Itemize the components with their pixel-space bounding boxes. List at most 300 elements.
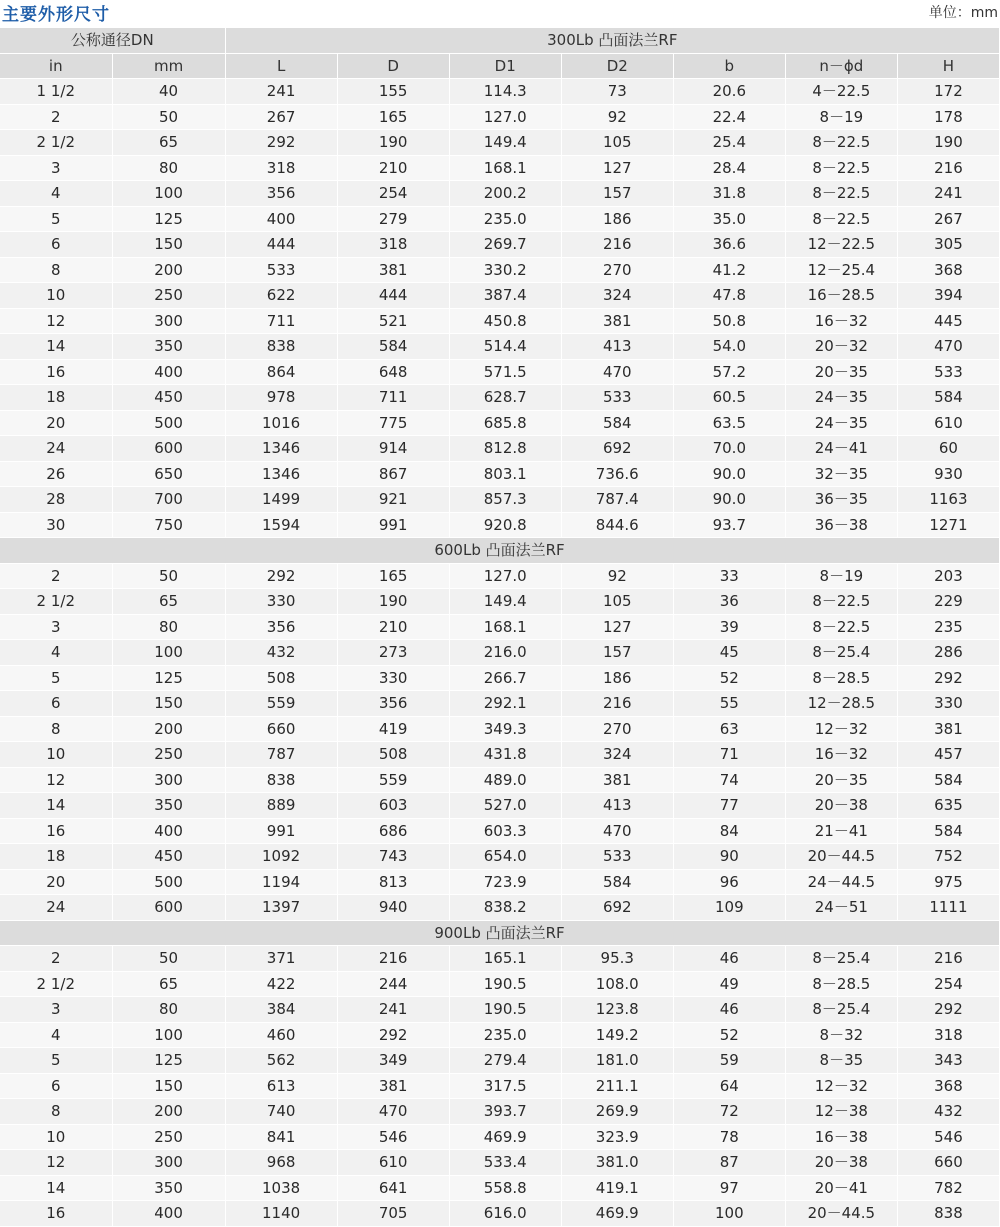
table-cell: 1016 — [225, 410, 337, 436]
table-cell: 21－41 — [785, 818, 897, 844]
table-cell: 90.0 — [673, 487, 785, 513]
table-cell: 356 — [225, 614, 337, 640]
table-cell: 323.9 — [561, 1124, 673, 1150]
table-cell: 2 — [0, 104, 112, 130]
table-cell: 267 — [897, 206, 999, 232]
table-cell: 127 — [561, 155, 673, 181]
table-cell: 24－44.5 — [785, 869, 897, 895]
table-row — [0, 1175, 1000, 1201]
table-cell: 216 — [337, 946, 449, 972]
table-cell: 450.8 — [449, 308, 561, 334]
table-cell: 803.1 — [449, 461, 561, 487]
table-cell: 318 — [337, 232, 449, 258]
table-cell: 920.8 — [449, 512, 561, 538]
section-title: 300Lb 凸面法兰RF — [225, 28, 999, 53]
table-cell: 508 — [225, 665, 337, 691]
table-cell: 65 — [112, 130, 225, 156]
table-cell: 28 — [0, 487, 112, 513]
table-cell: 24－35 — [785, 410, 897, 436]
table-cell: 1 1/2 — [0, 79, 112, 105]
table-cell: 172 — [897, 79, 999, 105]
table-cell: 90 — [673, 844, 785, 870]
table-cell: 165 — [337, 563, 449, 589]
table-cell: 584 — [897, 767, 999, 793]
table-cell: 692 — [561, 895, 673, 921]
col-header-H: H — [897, 53, 999, 79]
table-cell: 381 — [561, 308, 673, 334]
table-cell: 318 — [897, 1022, 999, 1048]
table-cell: 533 — [561, 385, 673, 411]
table-cell: 975 — [897, 869, 999, 895]
table-cell: 12－38 — [785, 1099, 897, 1125]
table-row — [0, 1150, 1000, 1176]
table-cell: 100 — [673, 1201, 785, 1227]
table-cell: 5 — [0, 206, 112, 232]
table-cell: 149.4 — [449, 130, 561, 156]
table-cell: 4 — [0, 1022, 112, 1048]
table-cell: 190.5 — [449, 997, 561, 1023]
table-cell: 235.0 — [449, 206, 561, 232]
table-cell: 381.0 — [561, 1150, 673, 1176]
table-cell: 736.6 — [561, 461, 673, 487]
table-cell: 514.4 — [449, 334, 561, 360]
table-cell: 241 — [897, 181, 999, 207]
table-cell: 65 — [112, 589, 225, 615]
table-cell: 8－22.5 — [785, 206, 897, 232]
table-cell: 705 — [337, 1201, 449, 1227]
table-cell: 1346 — [225, 436, 337, 462]
table-row — [0, 691, 1000, 717]
table-cell: 216.0 — [449, 640, 561, 666]
table-cell: 16 — [0, 1201, 112, 1227]
table-cell: 991 — [225, 818, 337, 844]
table-cell: 165.1 — [449, 946, 561, 972]
table-cell: 1271 — [897, 512, 999, 538]
table-cell: 2 1/2 — [0, 971, 112, 997]
table-cell: 558.8 — [449, 1175, 561, 1201]
table-cell: 387.4 — [449, 283, 561, 309]
table-cell: 36 — [673, 589, 785, 615]
table-cell: 444 — [337, 283, 449, 309]
table-cell: 356 — [225, 181, 337, 207]
table-cell: 155 — [337, 79, 449, 105]
table-cell: 743 — [337, 844, 449, 870]
table-cell: 149.2 — [561, 1022, 673, 1048]
table-cell: 77 — [673, 793, 785, 819]
table-row — [0, 436, 1000, 462]
table-cell: 584 — [897, 385, 999, 411]
table-cell: 286 — [897, 640, 999, 666]
table-cell: 92 — [561, 104, 673, 130]
table-cell: 470 — [561, 818, 673, 844]
table-cell: 527.0 — [449, 793, 561, 819]
table-cell: 8 — [0, 1099, 112, 1125]
table-cell: 73 — [561, 79, 673, 105]
table-cell: 20－44.5 — [785, 844, 897, 870]
table-cell: 6 — [0, 1073, 112, 1099]
table-cell: 368 — [897, 1073, 999, 1099]
table-cell: 254 — [337, 181, 449, 207]
table-row — [0, 1201, 1000, 1227]
table-cell: 603 — [337, 793, 449, 819]
table-cell: 8－35 — [785, 1048, 897, 1074]
table-cell: 125 — [112, 665, 225, 691]
table-cell: 14 — [0, 793, 112, 819]
table-row — [0, 206, 1000, 232]
table-cell: 235 — [897, 614, 999, 640]
table-cell: 65 — [112, 971, 225, 997]
table-cell: 36－35 — [785, 487, 897, 513]
table-cell: 470 — [561, 359, 673, 385]
table-cell: 71 — [673, 742, 785, 768]
page-header — [0, 0, 1000, 28]
table-cell: 2 — [0, 946, 112, 972]
table-cell: 600 — [112, 895, 225, 921]
table-cell: 559 — [337, 767, 449, 793]
table-row — [0, 181, 1000, 207]
table-cell: 216 — [897, 155, 999, 181]
table-cell: 127 — [561, 614, 673, 640]
table-cell: 22.4 — [673, 104, 785, 130]
table-cell: 168.1 — [449, 155, 561, 181]
table-cell: 300 — [112, 308, 225, 334]
unit-label: 单位：mm — [928, 5, 998, 21]
table-cell: 105 — [561, 589, 673, 615]
table-row — [0, 359, 1000, 385]
table-cell: 991 — [337, 512, 449, 538]
table-cell: 8－25.4 — [785, 946, 897, 972]
table-cell: 235.0 — [449, 1022, 561, 1048]
table-cell: 8－22.5 — [785, 130, 897, 156]
table-cell: 4 — [0, 181, 112, 207]
table-cell: 20－32 — [785, 334, 897, 360]
table-cell: 546 — [897, 1124, 999, 1150]
table-cell: 349.3 — [449, 716, 561, 742]
table-cell: 16 — [0, 818, 112, 844]
table-cell: 24－35 — [785, 385, 897, 411]
table-cell: 584 — [337, 334, 449, 360]
table-cell: 723.9 — [449, 869, 561, 895]
table-row — [0, 487, 1000, 513]
table-cell: 39 — [673, 614, 785, 640]
table-cell: 80 — [112, 614, 225, 640]
table-cell: 394 — [897, 283, 999, 309]
table-cell: 692 — [561, 436, 673, 462]
table-cell: 16－32 — [785, 308, 897, 334]
table-cell: 54.0 — [673, 334, 785, 360]
table-cell: 1140 — [225, 1201, 337, 1227]
col-header-L: L — [225, 53, 337, 79]
table-cell: 603.3 — [449, 818, 561, 844]
table-row — [0, 79, 1000, 105]
table-row — [0, 844, 1000, 870]
in-header: in — [0, 53, 112, 79]
table-cell: 8－19 — [785, 104, 897, 130]
table-cell: 26 — [0, 461, 112, 487]
table-cell: 279.4 — [449, 1048, 561, 1074]
table-cell: 381 — [337, 257, 449, 283]
table-cell: 546 — [337, 1124, 449, 1150]
table-cell: 470 — [337, 1099, 449, 1125]
table-cell: 105 — [561, 130, 673, 156]
table-cell: 32－35 — [785, 461, 897, 487]
table-row — [0, 767, 1000, 793]
table-cell: 654.0 — [449, 844, 561, 870]
table-row — [0, 869, 1000, 895]
table-cell: 584 — [561, 410, 673, 436]
table-cell: 470 — [897, 334, 999, 360]
table-cell: 16 — [0, 359, 112, 385]
table-cell: 330.2 — [449, 257, 561, 283]
table-cell: 254 — [897, 971, 999, 997]
table-row — [0, 665, 1000, 691]
table-cell: 431.8 — [449, 742, 561, 768]
table-cell: 12 — [0, 767, 112, 793]
table-cell: 4 — [0, 640, 112, 666]
table-row — [0, 1073, 1000, 1099]
table-cell: 203 — [897, 563, 999, 589]
table-cell: 36－38 — [785, 512, 897, 538]
table-cell: 114.3 — [449, 79, 561, 105]
table-cell: 12－22.5 — [785, 232, 897, 258]
table-cell: 628.7 — [449, 385, 561, 411]
table-cell: 533 — [225, 257, 337, 283]
table-cell: 371 — [225, 946, 337, 972]
table-row — [0, 1099, 1000, 1125]
table-cell: 921 — [337, 487, 449, 513]
table-cell: 63 — [673, 716, 785, 742]
table-cell: 419.1 — [561, 1175, 673, 1201]
table-cell: 3 — [0, 155, 112, 181]
table-cell: 157 — [561, 640, 673, 666]
table-cell: 393.7 — [449, 1099, 561, 1125]
table-cell: 8－32 — [785, 1022, 897, 1048]
table-cell: 330 — [337, 665, 449, 691]
table-cell: 210 — [337, 155, 449, 181]
table-cell: 190 — [337, 589, 449, 615]
table-row — [0, 895, 1000, 921]
table-cell: 178 — [897, 104, 999, 130]
table-row — [0, 512, 1000, 538]
table-cell: 16－28.5 — [785, 283, 897, 309]
table-cell: 356 — [337, 691, 449, 717]
table-cell: 150 — [112, 691, 225, 717]
table-cell: 867 — [337, 461, 449, 487]
table-cell: 16－32 — [785, 742, 897, 768]
table-cell: 25.4 — [673, 130, 785, 156]
table-cell: 12－25.4 — [785, 257, 897, 283]
table-cell: 613 — [225, 1073, 337, 1099]
table-cell: 80 — [112, 997, 225, 1023]
dimensions-table — [0, 28, 1000, 1227]
table-cell: 2 — [0, 563, 112, 589]
table-cell: 8－25.4 — [785, 640, 897, 666]
table-row — [0, 461, 1000, 487]
table-cell: 74 — [673, 767, 785, 793]
table-cell: 100 — [112, 1022, 225, 1048]
table-cell: 186 — [561, 665, 673, 691]
table-cell: 812.8 — [449, 436, 561, 462]
table-cell: 381 — [897, 716, 999, 742]
table-cell: 752 — [897, 844, 999, 870]
table-cell: 186 — [561, 206, 673, 232]
table-cell: 686 — [337, 818, 449, 844]
table-cell: 49 — [673, 971, 785, 997]
table-cell: 3 — [0, 614, 112, 640]
header-row-2 — [0, 53, 1000, 79]
table-cell: 100 — [112, 640, 225, 666]
table-cell: 46 — [673, 946, 785, 972]
table-cell: 1111 — [897, 895, 999, 921]
table-cell: 419 — [337, 716, 449, 742]
col-header-nd: n－ϕd — [785, 53, 897, 79]
table-cell: 292 — [225, 130, 337, 156]
table-cell: 844.6 — [561, 512, 673, 538]
table-cell: 20 — [0, 869, 112, 895]
table-cell: 8 — [0, 257, 112, 283]
table-cell: 92 — [561, 563, 673, 589]
table-cell: 210 — [337, 614, 449, 640]
table-cell: 125 — [112, 206, 225, 232]
table-cell: 18 — [0, 385, 112, 411]
table-cell: 10 — [0, 1124, 112, 1150]
table-cell: 20－41 — [785, 1175, 897, 1201]
table-cell: 269.9 — [561, 1099, 673, 1125]
table-cell: 381 — [561, 767, 673, 793]
table-cell: 150 — [112, 1073, 225, 1099]
table-cell: 60 — [897, 436, 999, 462]
table-cell: 31.8 — [673, 181, 785, 207]
table-cell: 330 — [225, 589, 337, 615]
table-cell: 711 — [337, 385, 449, 411]
table-cell: 444 — [225, 232, 337, 258]
table-cell: 270 — [561, 716, 673, 742]
table-cell: 750 — [112, 512, 225, 538]
table-cell: 508 — [337, 742, 449, 768]
table-cell: 533.4 — [449, 1150, 561, 1176]
table-cell: 200 — [112, 716, 225, 742]
table-cell: 838 — [225, 334, 337, 360]
table-cell: 157 — [561, 181, 673, 207]
table-cell: 200.2 — [449, 181, 561, 207]
section-title: 900Lb 凸面法兰RF — [0, 920, 1000, 946]
table-cell: 292 — [897, 997, 999, 1023]
table-cell: 168.1 — [449, 614, 561, 640]
table-cell: 1346 — [225, 461, 337, 487]
table-cell: 45 — [673, 640, 785, 666]
table-cell: 349 — [337, 1048, 449, 1074]
table-cell: 12－32 — [785, 1073, 897, 1099]
table-cell: 533 — [561, 844, 673, 870]
table-cell: 96 — [673, 869, 785, 895]
table-cell: 216 — [561, 691, 673, 717]
table-cell: 20－38 — [785, 1150, 897, 1176]
table-cell: 109 — [673, 895, 785, 921]
table-cell: 292 — [337, 1022, 449, 1048]
table-cell: 2 1/2 — [0, 130, 112, 156]
table-cell: 24 — [0, 895, 112, 921]
table-row — [0, 971, 1000, 997]
table-row — [0, 614, 1000, 640]
table-cell: 8－25.4 — [785, 997, 897, 1023]
table-row — [0, 563, 1000, 589]
table-cell: 711 — [225, 308, 337, 334]
table-cell: 368 — [897, 257, 999, 283]
table-cell: 1397 — [225, 895, 337, 921]
table-cell: 318 — [225, 155, 337, 181]
table-cell: 20－35 — [785, 767, 897, 793]
table-cell: 8－28.5 — [785, 971, 897, 997]
table-cell: 1163 — [897, 487, 999, 513]
table-cell: 80 — [112, 155, 225, 181]
table-row — [0, 1048, 1000, 1074]
table-row — [0, 1124, 1000, 1150]
table-cell: 1038 — [225, 1175, 337, 1201]
table-cell: 432 — [225, 640, 337, 666]
table-row — [0, 257, 1000, 283]
table-cell: 150 — [112, 232, 225, 258]
col-header-D1: D1 — [449, 53, 561, 79]
table-cell: 47.8 — [673, 283, 785, 309]
table-cell: 1499 — [225, 487, 337, 513]
table-cell: 250 — [112, 1124, 225, 1150]
table-cell: 2 1/2 — [0, 589, 112, 615]
table-cell: 968 — [225, 1150, 337, 1176]
table-cell: 190 — [897, 130, 999, 156]
table-cell: 36.6 — [673, 232, 785, 258]
table-cell: 84 — [673, 818, 785, 844]
table-cell: 400 — [112, 359, 225, 385]
table-cell: 40 — [112, 79, 225, 105]
table-cell: 660 — [897, 1150, 999, 1176]
table-cell: 838 — [225, 767, 337, 793]
table-cell: 10 — [0, 742, 112, 768]
table-row — [0, 385, 1000, 411]
table-cell: 250 — [112, 283, 225, 309]
table-cell: 533 — [897, 359, 999, 385]
table-cell: 127.0 — [449, 104, 561, 130]
table-cell: 14 — [0, 334, 112, 360]
table-cell: 216 — [561, 232, 673, 258]
table-cell: 384 — [225, 997, 337, 1023]
table-cell: 292 — [897, 665, 999, 691]
table-cell: 889 — [225, 793, 337, 819]
table-row — [0, 1022, 1000, 1048]
table-cell: 571.5 — [449, 359, 561, 385]
section-title: 600Lb 凸面法兰RF — [0, 538, 1000, 564]
table-cell: 562 — [225, 1048, 337, 1074]
table-cell: 813 — [337, 869, 449, 895]
table-cell: 50 — [112, 104, 225, 130]
table-cell: 600 — [112, 436, 225, 462]
col-header-D: D — [337, 53, 449, 79]
table-cell: 127.0 — [449, 563, 561, 589]
table-cell: 469.9 — [449, 1124, 561, 1150]
table-cell: 450 — [112, 385, 225, 411]
table-cell: 50 — [112, 563, 225, 589]
table-cell: 782 — [897, 1175, 999, 1201]
table-cell: 8－22.5 — [785, 181, 897, 207]
table-cell: 57.2 — [673, 359, 785, 385]
table-cell: 190.5 — [449, 971, 561, 997]
table-cell: 8－28.5 — [785, 665, 897, 691]
table-cell: 33 — [673, 563, 785, 589]
table-cell: 41.2 — [673, 257, 785, 283]
table-cell: 787.4 — [561, 487, 673, 513]
table-cell: 343 — [897, 1048, 999, 1074]
table-row — [0, 818, 1000, 844]
col-header-b: b — [673, 53, 785, 79]
